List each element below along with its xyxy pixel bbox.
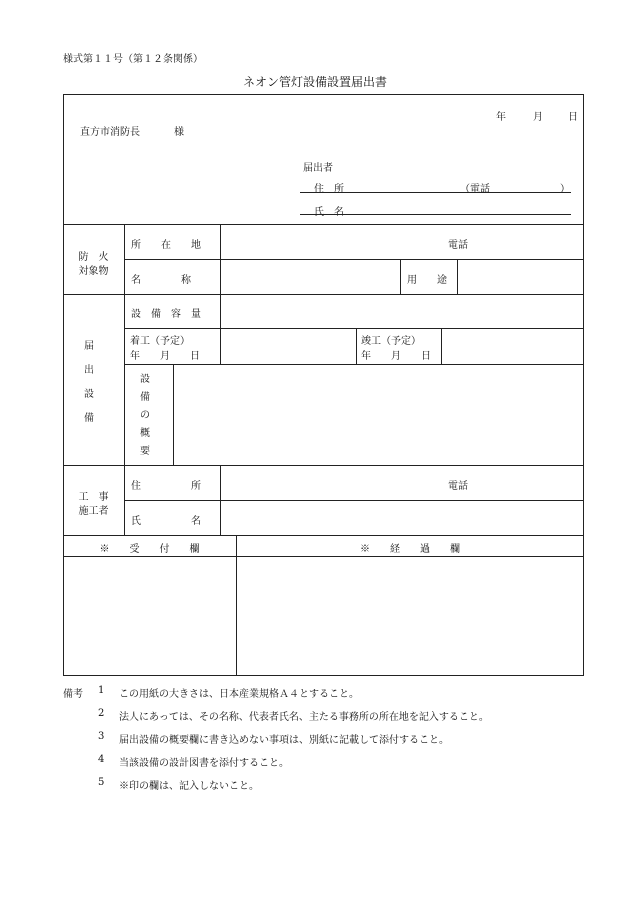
- col-divider: [356, 328, 357, 364]
- contractor-phone-label: 電話: [448, 481, 468, 492]
- col-divider: [400, 259, 401, 294]
- row-divider: [63, 535, 584, 536]
- contractor-name-label: 氏 名: [131, 516, 201, 527]
- note-text: 法人にあっては、その名称、代表者氏名、主たる事務所の所在地を記入すること。: [119, 712, 489, 723]
- finish-label: 竣工（予定）: [361, 336, 421, 347]
- applicant-label: 届出者: [303, 163, 333, 174]
- col-divider: [220, 224, 221, 364]
- use-label: 用 途: [407, 275, 447, 286]
- date-year: 年: [496, 112, 506, 123]
- overview-label: 設 備 の 概 要: [140, 374, 150, 457]
- row-divider: [124, 259, 584, 260]
- contractor-label-line1: 工 事: [78, 492, 109, 503]
- row-divider: [63, 556, 584, 557]
- col-divider: [236, 535, 237, 676]
- col-divider: [220, 465, 221, 535]
- location-label: 所 在 地: [131, 240, 201, 251]
- row-divider: [124, 500, 584, 501]
- target-name-label: 名 称: [131, 275, 191, 286]
- row-divider: [124, 328, 584, 329]
- contractor-address-label: 住 所: [131, 481, 201, 492]
- addressee: 直方市消防長: [80, 127, 140, 138]
- contractor-label-line2: 施工者: [78, 506, 109, 517]
- applicant-name-label: 氏 名: [314, 207, 344, 218]
- equipment-label: 届 出 設 備: [84, 341, 94, 424]
- col-divider: [457, 259, 458, 294]
- progress-label: ※ 経 過 欄: [360, 544, 460, 555]
- target-phone-label: 電話: [448, 240, 468, 251]
- target-label-line2: 対象物: [78, 266, 109, 277]
- note-number: 5: [98, 777, 105, 788]
- date-month: 月: [533, 112, 543, 123]
- start-date: 年 月 日: [130, 351, 200, 362]
- note-number: 3: [98, 731, 105, 742]
- target-label-line1: 防 火: [78, 252, 109, 263]
- applicant-phone-close: ）: [560, 184, 570, 195]
- col-divider: [173, 364, 174, 465]
- note-text: 届出設備の概要欄に書き込めない事項は、別紙に記載して添付すること。: [119, 735, 449, 746]
- date-day: 日: [568, 112, 578, 123]
- reception-label: ※ 受 付 欄: [99, 544, 200, 555]
- notes-heading: 備考: [63, 689, 83, 700]
- form-number: 様式第１１号（第１２条関係）: [63, 54, 203, 65]
- note-text: この用紙の大きさは、日本産業規格Ａ４とすること。: [119, 689, 359, 700]
- capacity-label: 設 備 容 量: [131, 309, 201, 320]
- addressee-honorific: 様: [174, 127, 184, 138]
- row-divider: [63, 224, 584, 225]
- finish-date: 年 月 日: [361, 351, 431, 362]
- page-title: ネオン管灯設備設置届出書: [242, 75, 387, 89]
- note-number: 4: [98, 754, 105, 765]
- name-underline[interactable]: [300, 214, 571, 215]
- start-label: 着工（予定）: [130, 336, 190, 347]
- note-number: 1: [98, 685, 105, 696]
- row-divider: [63, 465, 584, 466]
- address-underline[interactable]: [300, 192, 571, 193]
- applicant-address-label: 住 所: [314, 184, 344, 195]
- row-divider: [124, 364, 584, 365]
- note-text: 当該設備の設計図書を添付すること。: [119, 758, 289, 769]
- note-number: 2: [98, 708, 105, 719]
- col-divider: [441, 328, 442, 364]
- row-divider: [63, 294, 584, 295]
- col-divider: [124, 224, 125, 535]
- applicant-phone-label: （電話: [460, 184, 490, 195]
- note-text: ※印の欄は、記入しないこと。: [119, 781, 259, 792]
